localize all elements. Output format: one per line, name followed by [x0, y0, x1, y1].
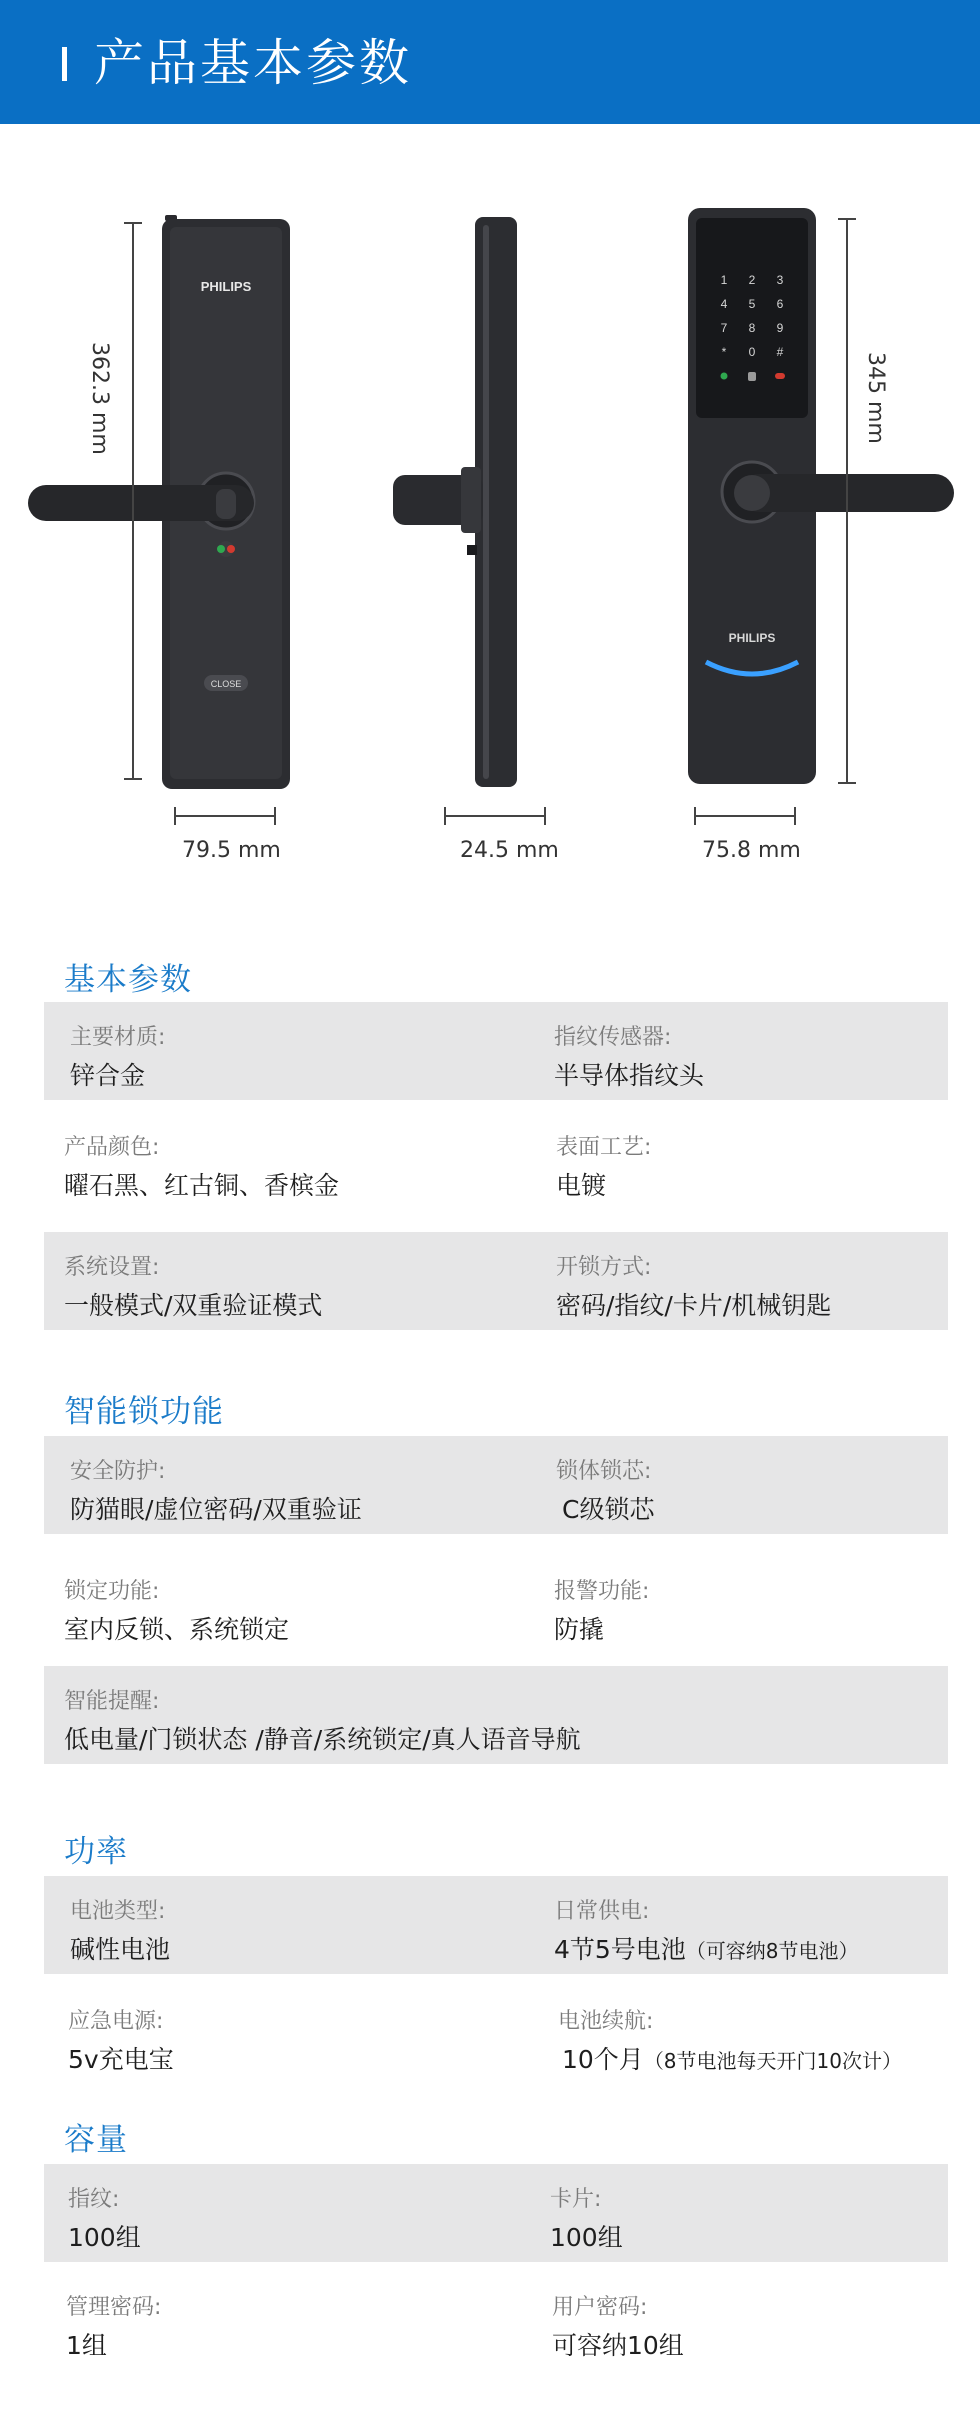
spec-value: [562, 2040, 902, 2076]
spec-label: 锁体锁芯:: [556, 1459, 652, 1484]
svg-text:2: 2: [748, 273, 756, 287]
lock-side-view: [385, 205, 525, 795]
svg-text:3: 3: [776, 273, 784, 287]
back-height-cap-bottom: [838, 782, 856, 784]
spec-label: 开锁方式:: [556, 1255, 652, 1280]
spec-label: 应急电源:: [68, 2009, 164, 2034]
front-height-cap-top: [124, 222, 142, 224]
spec-label: 用户密码:: [552, 2295, 648, 2320]
spec-row: [44, 2164, 948, 2262]
spec-row: [44, 1002, 948, 1100]
spec-row: [44, 1232, 948, 1330]
svg-text:5: 5: [748, 297, 756, 311]
spec-value: 密码/指纹/卡片/机械钥匙: [556, 1291, 832, 1320]
spec-value: 100组: [550, 2223, 623, 2252]
svg-text:1: 1: [720, 273, 728, 287]
spec-row: [44, 1876, 948, 1974]
back-width-cap-right: [794, 807, 796, 825]
close-label: CLOSE: [210, 679, 242, 689]
spec-value: 半导体指纹头: [554, 1061, 705, 1090]
brand-logo-back: PHILIPS: [728, 631, 776, 645]
spec-label: 日常供电:: [554, 1899, 650, 1924]
spec-label: 电池类型:: [70, 1899, 166, 1924]
spec-label: 卡片:: [550, 2187, 602, 2212]
spec-label: 管理密码:: [66, 2295, 162, 2320]
spec-label: 电池续航:: [558, 2009, 654, 2034]
spec-value: 可容纳10组: [552, 2331, 684, 2360]
front-height-cap-bottom: [124, 778, 142, 780]
spec-value: 100组: [68, 2223, 141, 2252]
svg-text:*: *: [721, 345, 727, 359]
front-width-label: 79.5 mm: [182, 838, 281, 863]
svg-text:6: 6: [776, 297, 784, 311]
section-title-power: 功率: [64, 1834, 128, 1870]
lock-front-view: [20, 205, 290, 795]
back-width-label: 75.8 mm: [702, 838, 801, 863]
spec-label: 报警功能:: [554, 1579, 650, 1604]
front-width-cap-right: [274, 807, 276, 825]
back-width-cap-left: [694, 807, 696, 825]
spec-row: [44, 1556, 948, 1654]
spec-value-main: 4节5号电池: [554, 1935, 686, 1964]
spec-label: 产品颜色:: [64, 1135, 160, 1160]
back-height-label: 345 mm: [863, 352, 888, 444]
spec-value: 防猫眼/虚位密码/双重验证: [70, 1495, 362, 1524]
front-height-line: [132, 222, 134, 780]
spec-row: [44, 1112, 948, 1210]
spec-row: [44, 1436, 948, 1534]
lock-keypad-view: [680, 200, 960, 790]
spec-value-main: 10个月: [562, 2045, 644, 2074]
side-depth-line: [444, 815, 546, 817]
front-width-line: [174, 815, 276, 817]
front-width-cap-left: [174, 807, 176, 825]
spec-value: 5v充电宝: [68, 2045, 174, 2074]
back-height-line: [846, 218, 848, 784]
side-depth-cap-right: [544, 807, 546, 825]
spec-value: 室内反锁、系统锁定: [64, 1615, 290, 1644]
svg-text:4: 4: [720, 297, 728, 311]
back-width-line: [694, 815, 796, 817]
spec-row: [44, 1986, 948, 2084]
svg-text:#: #: [776, 345, 784, 359]
spec-value: 曜石黑、红古铜、香槟金: [64, 1171, 340, 1200]
page-header: [0, 0, 980, 124]
front-height-label: 362.3 mm: [87, 342, 112, 455]
side-depth-label: 24.5 mm: [460, 838, 559, 863]
spec-value: 碱性电池: [70, 1935, 171, 1964]
spec-value: 一般模式/双重验证模式: [64, 1291, 323, 1320]
spec-value: 1组: [66, 2331, 107, 2360]
spec-label: 指纹传感器:: [554, 1025, 672, 1050]
spec-label: 安全防护:: [70, 1459, 166, 1484]
svg-text:7: 7: [720, 321, 728, 335]
spec-label: 智能提醒:: [64, 1689, 160, 1714]
spec-value: 防撬: [554, 1615, 605, 1644]
svg-text:9: 9: [776, 321, 784, 335]
spec-label: 表面工艺:: [556, 1135, 652, 1160]
spec-value: 电镀: [556, 1171, 607, 1200]
spec-label: 系统设置:: [64, 1255, 160, 1280]
section-title-basic: 基本参数: [64, 962, 192, 998]
spec-value-note: （可容纳8节电池）: [685, 1939, 859, 1963]
back-height-cap-top: [838, 218, 856, 220]
section-title-smart: 智能锁功能: [64, 1394, 224, 1430]
spec-value: C级锁芯: [562, 1495, 655, 1524]
svg-text:0: 0: [748, 345, 756, 359]
side-depth-cap-left: [444, 807, 446, 825]
spec-row: [44, 1666, 948, 1764]
spec-label: 锁定功能:: [64, 1579, 160, 1604]
section-title-capacity: 容量: [64, 2122, 128, 2158]
header-accent-bar: [62, 47, 67, 81]
brand-logo-front: PHILIPS: [200, 279, 252, 294]
page-title: 产品基本参数: [94, 34, 412, 92]
spec-value-note: （8节电池每天开门10次计）: [643, 2049, 902, 2073]
svg-text:8: 8: [748, 321, 756, 335]
spec-label: 指纹:: [68, 2187, 120, 2212]
spec-row: [44, 2272, 948, 2370]
spec-value: 锌合金: [70, 1061, 146, 1090]
spec-value: [554, 1930, 859, 1966]
spec-value: 低电量/门锁状态 /静音/系统锁定/真人语音导航: [64, 1725, 581, 1754]
spec-label: 主要材质:: [70, 1025, 166, 1050]
